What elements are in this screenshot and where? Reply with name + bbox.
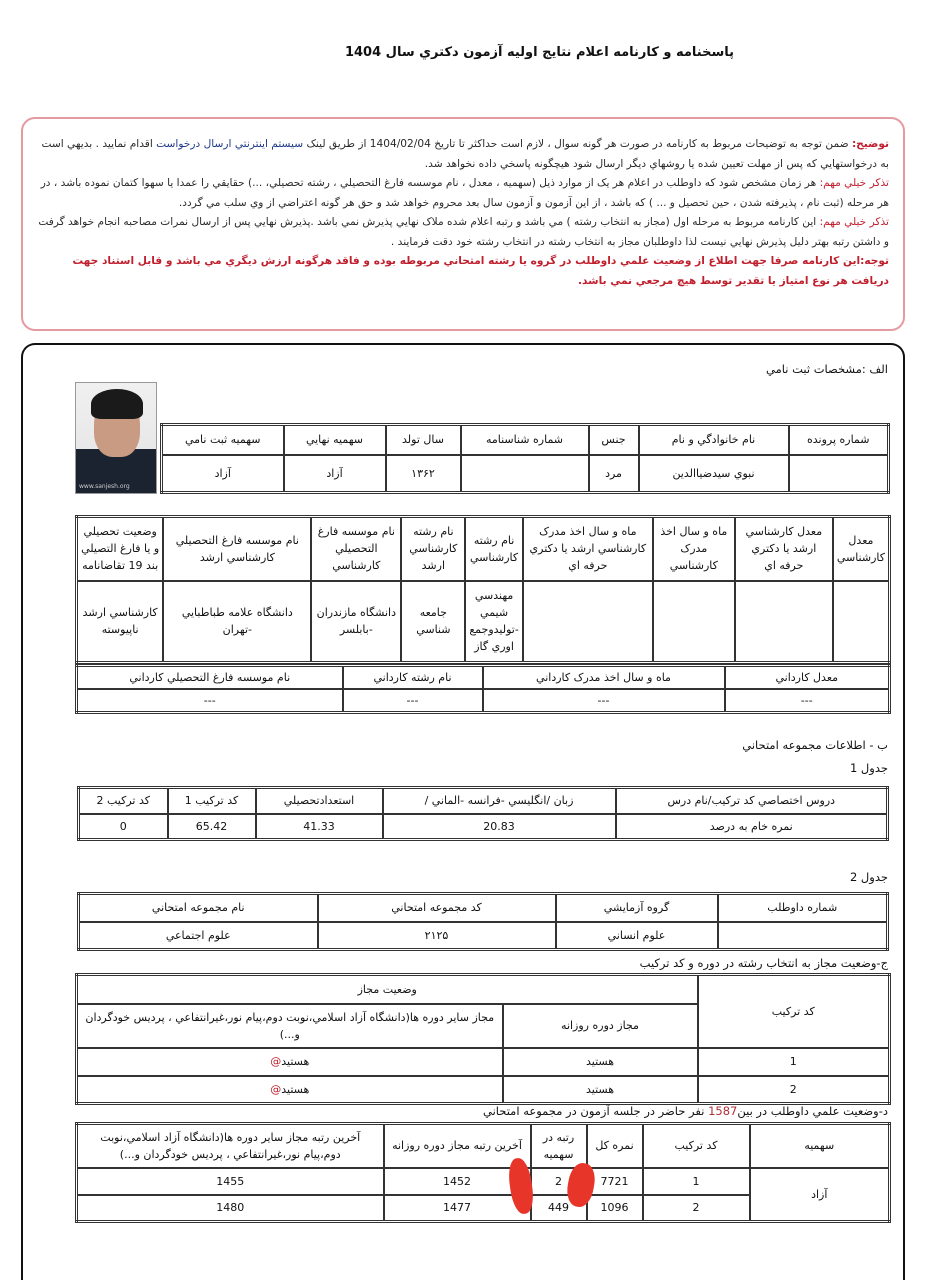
- notice-text-1a: ضمن توجه به توضيحات مربوط به کارنامه در صورت هر گونه سوال ، لازم است حداکثر تا تاريخ 1404/02/04 از طريق لينک: [303, 138, 852, 150]
- registration-value-row: [162, 455, 889, 493]
- photo-watermark: www.sanjesh.org: [79, 483, 130, 490]
- value-total-score: 1096: [587, 1195, 643, 1222]
- row-label-raw-percent: نمره خام به درصد: [616, 814, 888, 840]
- education-value-row: [77, 581, 890, 663]
- exam-group-table: [77, 892, 889, 951]
- rank-table: [75, 1122, 891, 1223]
- notice-paragraph-1: [37, 135, 889, 174]
- value-exam-set-name: علوم اجتماعي: [79, 922, 318, 950]
- eligibility-table: [75, 973, 891, 1105]
- header-master-field: نام رشته کارشناسي ارشد: [401, 517, 465, 581]
- header-candidate-number: شماره داوطلب: [718, 894, 888, 922]
- header-combo-code: کد ترکيب: [698, 975, 890, 1048]
- section-d-title: [483, 1104, 888, 1118]
- rank-header-row: [77, 1124, 890, 1168]
- value-bachelor-date: [653, 581, 735, 663]
- value-daily-eligible: هستيد: [503, 1048, 698, 1076]
- scores-header-row: [79, 788, 888, 814]
- notice-text-1b: اقدام نماييد . بديهي است به درخواستهايي که پس از مهلت تعيين شده يا روشهاي ديگر ارسال شود هيچگونه پاسخي داده نخواهد شد.: [41, 138, 889, 170]
- value-last-other-rank: 1455: [77, 1168, 384, 1195]
- value-associate-date: ---: [483, 689, 725, 713]
- value-id-number: [461, 455, 589, 493]
- header-eligibility-status: وضعيت مجاز: [77, 975, 698, 1004]
- header-associate-gpa: معدل کارداني: [725, 666, 890, 690]
- value-candidate-number: [718, 922, 888, 950]
- value-combo-code: 1: [643, 1168, 750, 1195]
- other-eligible-text: هستيد: [281, 1055, 310, 1068]
- value-total-score: 7721: [587, 1168, 643, 1195]
- value-full-name: نبوي سيدضياالدين: [639, 455, 789, 493]
- value-last-daily-rank: 1452: [384, 1168, 531, 1195]
- value-birth-year: ۱۳۶۲: [386, 455, 461, 493]
- notice-label-important-1: تذکر خيلي مهم:: [819, 177, 889, 189]
- scores-table: [77, 786, 889, 841]
- value-last-other-rank: 1480: [77, 1195, 384, 1222]
- notice-text-2: هر زمان مشخص شود که داوطلب در اعلام هر يک از موارد ذيل (سهميه ، معدل ، نام موسسه فارغ التحصيلي ، رشته تحصيلي، ...) حقايقي را عمدا يا سهوا کتمان نموده باشد ، در هر مرحله (ثبت نام ، پذيرفته شدن ، حين تحصيل و ... ) که باشد ، از اين آزمون و آزمون سال بعد محروم خواهد شد و حق هر گونه اعتراضي از وي سلب مي گردد.: [40, 177, 889, 209]
- value-bachelor-gpa: [833, 581, 890, 663]
- header-exam-set-code: کد مجموعه امتحاني: [318, 894, 556, 922]
- header-subject: دروس اختصاصي کد ترکيب/نام درس: [616, 788, 888, 814]
- associate-header-row: [77, 666, 890, 690]
- value-master-field: جامعه شناسي: [401, 581, 465, 663]
- header-id-number: شماره شناسنامه: [461, 425, 589, 455]
- value-file-number: [789, 455, 889, 493]
- header-master-institution: نام موسسه فارغ التحصيلي کارشناسي ارشد: [163, 517, 311, 581]
- value-combo-code: 1: [698, 1048, 890, 1076]
- footnote-mark: @: [270, 1082, 282, 1096]
- value-aptitude: 41.33: [256, 814, 383, 840]
- page-title: پاسخنامه و کارنامه اعلام نتايج اوليه آزمون دکتري سال 1404: [344, 45, 734, 60]
- request-system-link[interactable]: سيستم اينترنتي ارسال درخواست: [156, 138, 304, 150]
- registration-header-row: [162, 425, 889, 455]
- header-language: زبان /انگليسي -فرانسه -الماني /: [383, 788, 616, 814]
- section-d-title-prefix: د-وضعيت علمي داوطلب در بين: [737, 1104, 888, 1118]
- header-last-other-rank: آخرين رتبه مجاز ساير دوره ها(دانشگاه آزاد اسلامي،نوبت دوم،پيام نور،غيرانتفاعي ، پرديس خودگردان و...): [77, 1124, 384, 1168]
- notice-text-3: اين کارنامه مربوط به مرحله اول (مجاز به انتخاب رشته ) مي باشد و رتبه اعلام شده ملاک نهايي پذيرش نمي باشد .پذيرش نهايي پس از ارسال نمرات مصاحبه انجام خواهد گرفت و داشتن رتبه بهتر دليل پذيرش نهايي نيست لذا داوطلبان مجاز به انتخاب رشته در انتخاب رشته خود دقت فرمايند .: [38, 216, 889, 248]
- value-exam-set-code: ۲۱۲۵: [318, 922, 556, 950]
- header-gender: جنس: [589, 425, 639, 455]
- header-last-daily-rank: آخرين رتبه مجاز دوره روزانه: [384, 1124, 531, 1168]
- value-combo-code: 2: [698, 1076, 890, 1104]
- section-c-title: ج-وضعيت مجاز به انتخاب رشته در دوره و کد ترکيب: [639, 956, 888, 970]
- value-last-daily-rank: 1477: [384, 1195, 531, 1222]
- header-aptitude: استعدادتحصيلي: [256, 788, 383, 814]
- header-test-group: گروه آزمايشي: [556, 894, 718, 922]
- value-combo-code-1: 65.42: [168, 814, 256, 840]
- other-eligible-text: هستيد: [281, 1082, 310, 1096]
- header-bachelor-gpa: معدل کارشناسي: [833, 517, 890, 581]
- value-quota: آزاد: [750, 1168, 890, 1222]
- header-education-status: وضعيت تحصيلي و يا فارغ التصيلي بند 19 تقاضانامه: [77, 517, 164, 581]
- header-registered-quota: سهميه ثبت نامي: [162, 425, 284, 455]
- rank-row: [77, 1168, 890, 1195]
- value-registered-quota: آزاد: [162, 455, 284, 493]
- notice-paragraph-2: [37, 174, 889, 213]
- value-quota-rank: 2: [531, 1168, 587, 1195]
- header-quota: سهميه: [750, 1124, 890, 1168]
- header-quota-rank: رتبه در سهميه: [531, 1124, 587, 1168]
- header-associate-institution: نام موسسه فارغ التحصيلي کارداني: [77, 666, 343, 690]
- value-master-date: [523, 581, 653, 663]
- photo-hair-shape: [91, 389, 143, 419]
- value-final-quota: آزاد: [284, 455, 386, 493]
- header-master-gpa: معدل کارشناسي ارشد يا دکتري حرفه اي: [735, 517, 833, 581]
- value-other-eligible: [77, 1076, 503, 1104]
- header-full-name: نام خانوادگي و نام: [639, 425, 789, 455]
- value-associate-gpa: ---: [725, 689, 890, 713]
- registration-table: [160, 423, 890, 494]
- associate-value-row: [77, 689, 890, 713]
- notice-box: [21, 117, 905, 331]
- exam-group-header-row: [79, 894, 888, 922]
- header-final-quota: سهميه نهايي: [284, 425, 386, 455]
- section-a-title: الف :مشخصات ثبت نامي: [765, 362, 888, 376]
- section-d-title-suffix: نفر حاضر در جلسه آزمون در مجموعه امتحاني: [483, 1104, 709, 1118]
- value-combo-code: 2: [643, 1195, 750, 1222]
- education-table: [75, 515, 891, 664]
- header-birth-year: سال تولد: [386, 425, 461, 455]
- header-bachelor-institution: نام موسسه فارغ التحصيلي کارشناسي: [311, 517, 401, 581]
- eligibility-row: [77, 1048, 890, 1076]
- candidate-photo: [75, 382, 157, 494]
- value-gender: مرد: [589, 455, 639, 493]
- header-combo-code: کد ترکيب: [643, 1124, 750, 1168]
- header-bachelor-field: نام رشته کارشناسي: [465, 517, 522, 581]
- notice-paragraph-3: [37, 213, 889, 252]
- value-bachelor-institution: دانشگاه مازندران -بابلسر: [311, 581, 401, 663]
- header-associate-field: نام رشته کارداني: [343, 666, 483, 690]
- education-header-row: [77, 517, 890, 581]
- header-total-score: نمره کل: [587, 1124, 643, 1168]
- table1-caption: جدول 1: [849, 761, 888, 775]
- header-file-number: شماره پرونده: [789, 425, 889, 455]
- header-bachelor-date: ماه و سال اخذ مدرک کارشناسي: [653, 517, 735, 581]
- table2-caption: جدول 2: [849, 870, 888, 884]
- header-combo-code-2: کد ترکيب 2: [79, 788, 168, 814]
- associate-degree-table: [75, 664, 891, 714]
- value-other-eligible: [77, 1048, 503, 1076]
- value-daily-eligible: هستيد: [503, 1076, 698, 1104]
- value-master-institution: دانشگاه علامه طباطبايي -تهران: [163, 581, 311, 663]
- section-b-title: ب - اطلاعات مجموعه امتحاني: [742, 738, 888, 752]
- header-other-courses: مجاز ساير دوره ها(دانشگاه آزاد اسلامي،نوبت دوم،پيام نور،غيرانتفاعي ، پرديس خودگردان و...): [77, 1004, 503, 1048]
- scores-value-row: [79, 814, 888, 840]
- header-daily-course: مجاز دوره روزانه: [503, 1004, 698, 1048]
- header-combo-code-1: کد ترکيب 1: [168, 788, 256, 814]
- header-exam-set-name: نام مجموعه امتحاني: [79, 894, 318, 922]
- value-associate-field: ---: [343, 689, 483, 713]
- attendee-count: 1587: [708, 1104, 738, 1118]
- value-quota-rank: 449: [531, 1195, 587, 1222]
- eligibility-row: [77, 1076, 890, 1104]
- notice-label-important-2: تذکر خيلي مهم:: [819, 216, 889, 228]
- value-test-group: علوم انساني: [556, 922, 718, 950]
- notice-label-explanation: توضيح:: [851, 138, 889, 150]
- footnote-mark: @: [270, 1055, 282, 1068]
- value-education-status: کارشناسي ارشد ناپيوسته: [77, 581, 164, 663]
- exam-group-value-row: [79, 922, 888, 950]
- eligibility-header-row-1: [77, 975, 890, 1004]
- notice-paragraph-4: توجه:اين کارنامه صرفا جهت اطلاع از وضعيت علمي داوطلب در گروه يا رشته امتحاني مربوطه بوده و فاقد هرگونه ارزش ديگري مي باشد و قابل استناد جهت دريافت هر نوع امتياز يا تقدير توسط هيچ مرجعي نمي باشد.: [72, 255, 889, 287]
- value-language: 20.83: [383, 814, 616, 840]
- header-master-date: ماه و سال اخذ مدرک کارشناسي ارشد يا دکتري حرفه اي: [523, 517, 653, 581]
- header-associate-date: ماه و سال اخذ مدرک کارداني: [483, 666, 725, 690]
- value-combo-code-2: 0: [79, 814, 168, 840]
- value-master-gpa: [735, 581, 833, 663]
- value-bachelor-field: مهندسي شيمي -توليدوجمع اوري گاز: [465, 581, 522, 663]
- value-associate-institution: ---: [77, 689, 343, 713]
